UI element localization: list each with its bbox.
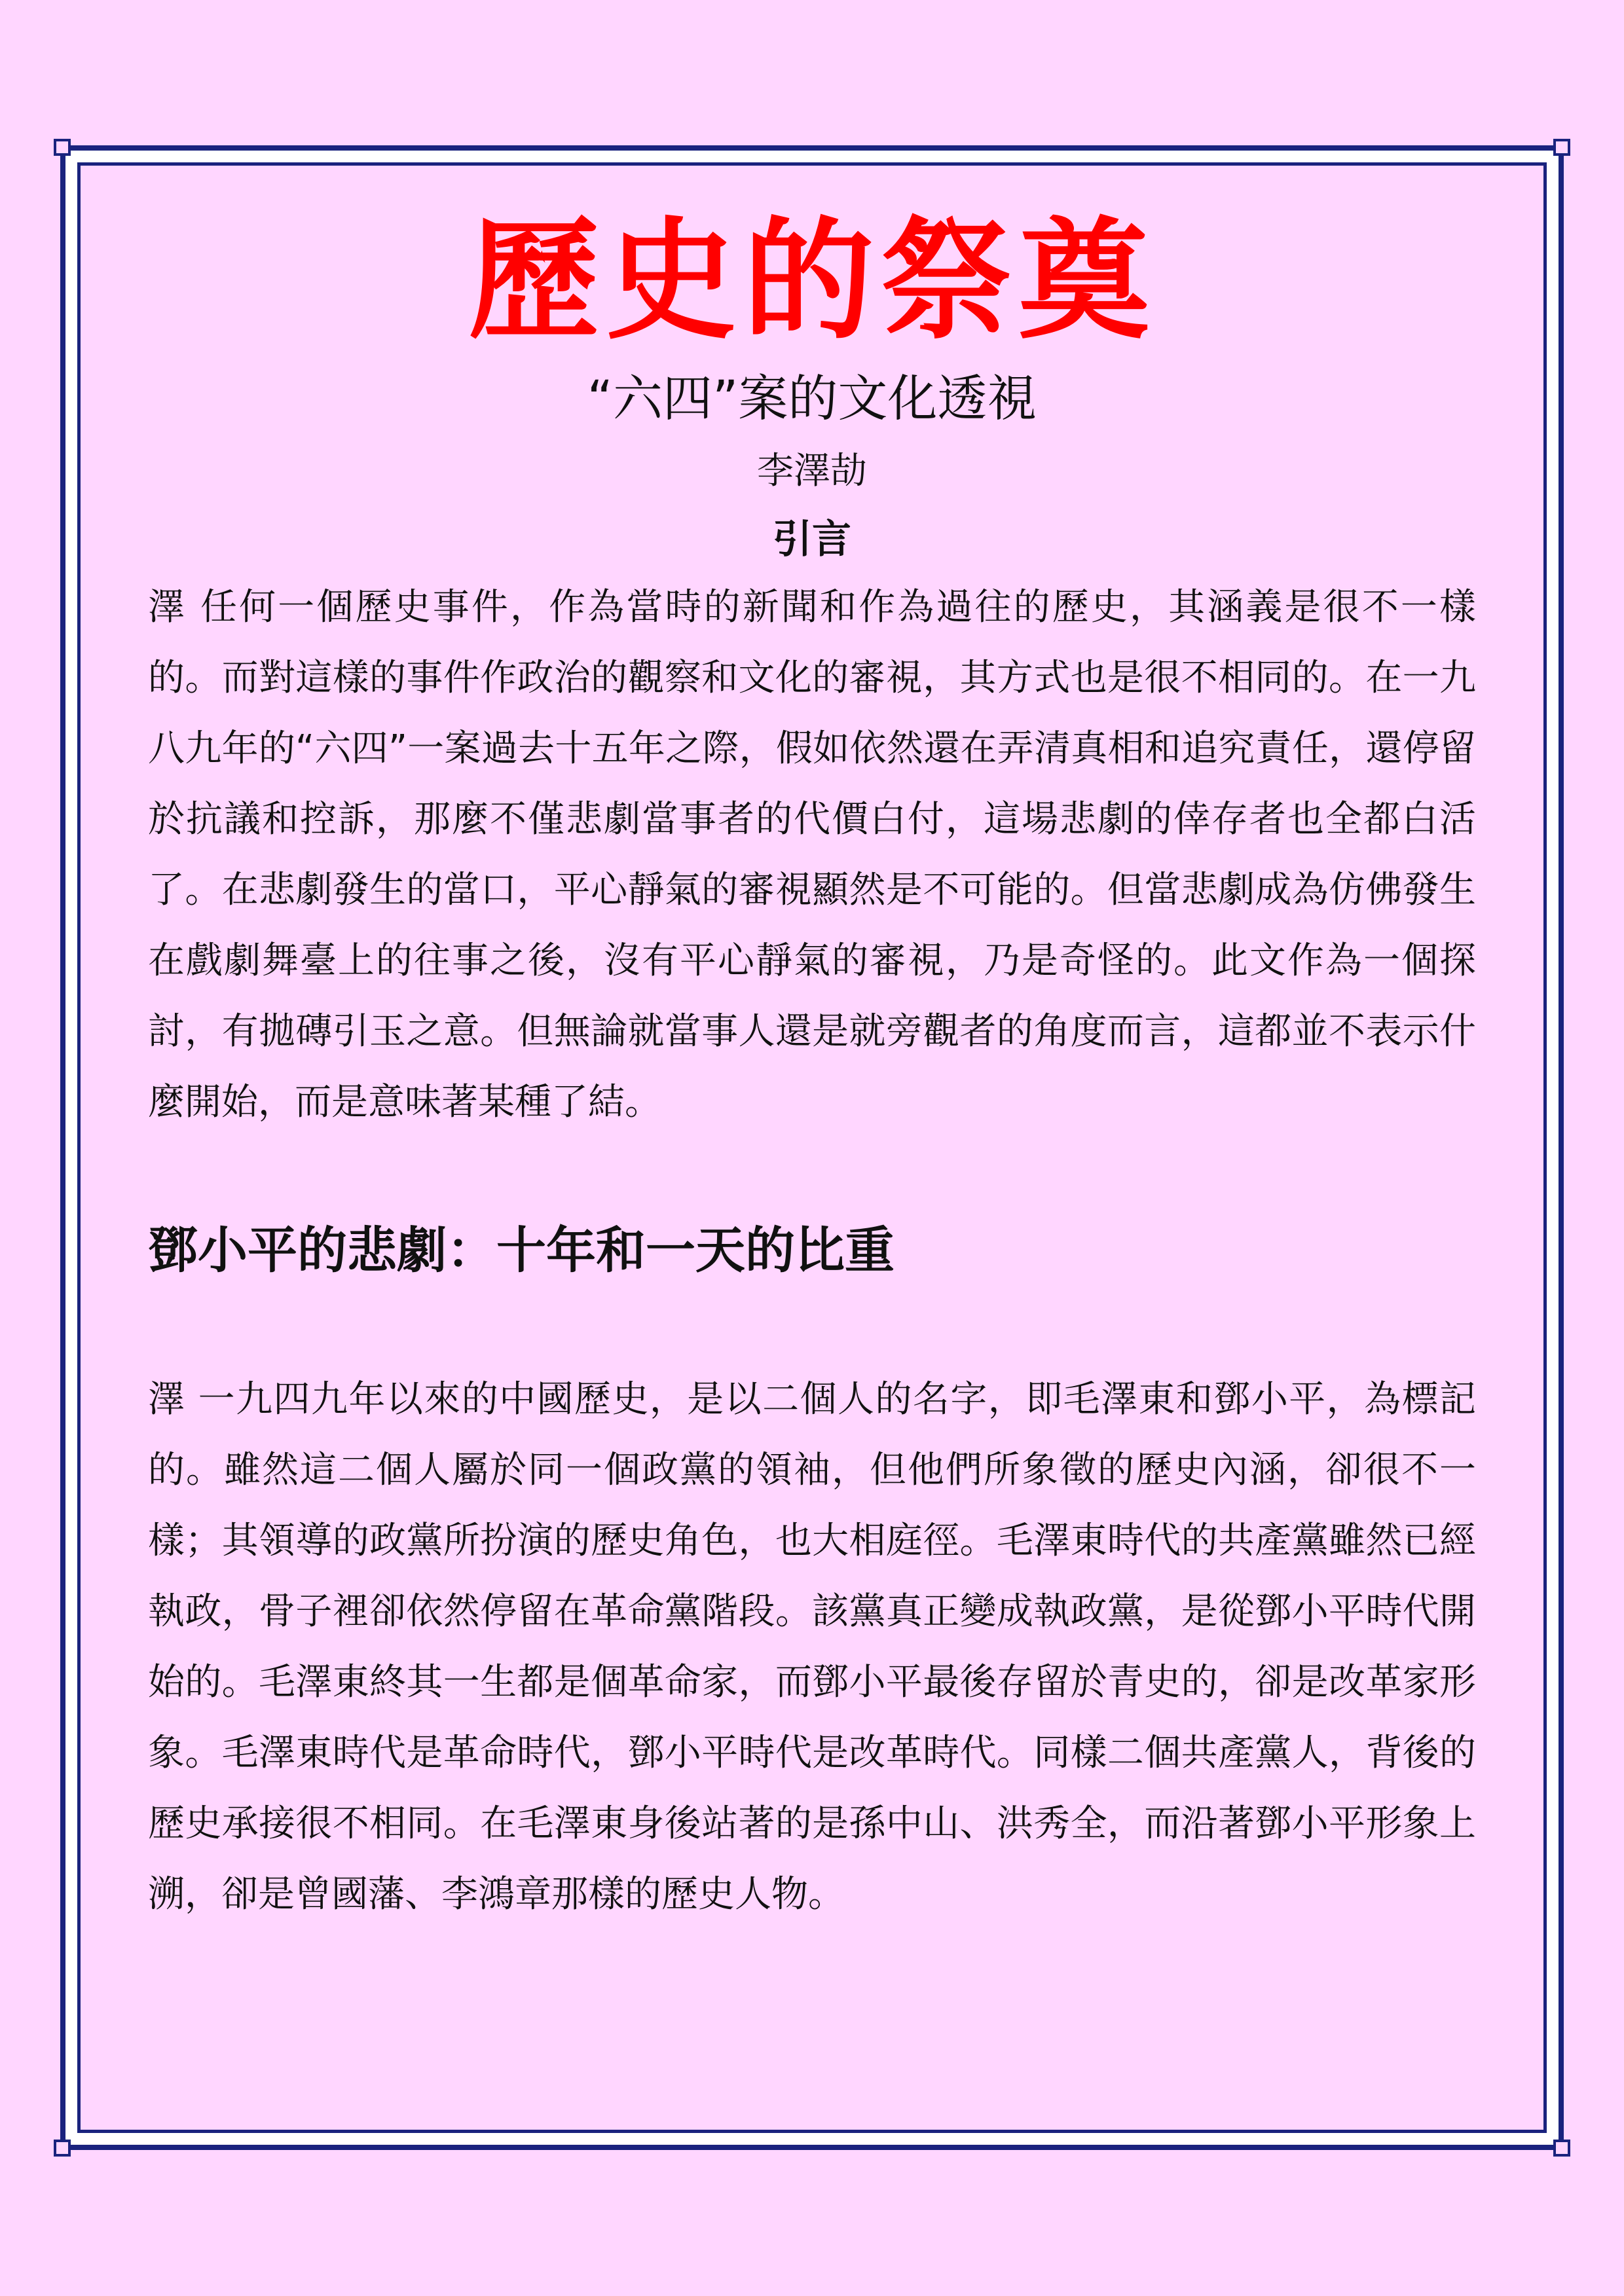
article [148, 203, 1476, 1930]
intro-paragraph: 澤 任何一個歷史事件，作為當時的新聞和作為過往的歷史，其涵義是很不一樣的。而對這樣的事件作政治的觀察和文化的審視，其方式也是很不相同的。在一九八九年的“六四”一案過去十五年之際，假如依然還在弄清真相和追究責任，還停留於抗議和控訴，那麼不僅悲劇當事者的代價白付，這場悲劇的倖存者也全都白活了。在悲劇發生的當口，平心靜氣的審視顯然是不可能的。但當悲劇成為仿佛發生在戲劇舞臺上的往事之後，沒有平心靜氣的審視，乃是奇怪的。此文作為一個探討，有拋磚引玉之意。但無論就當事人還是就旁觀者的角度而言，這都並不表示什麼開始，而是意味著某種了結。 [148, 586, 1476, 1123]
section-paragraph: 澤 一九四九年以來的中國歷史，是以二個人的名字，即毛澤東和鄧小平，為標記的。雖然這二個人屬於同一個政黨的領袖，但他們所象徵的歷史內涵，卻很不一樣；其領導的政黨所扮演的歷史角色，也大相庭徑。毛澤東時代的共產黨雖然已經執政，骨子裡卻依然停留在革命黨階段。該黨真正變成執政黨，是從鄧小平時代開始的。毛澤東終其一生都是個革命家，而鄧小平最後存留於青史的，卻是改革家形象。毛澤東時代是革命時代，鄧小平時代是改革時代。同樣二個共產黨人，背後的歷史承接很不相同。在毛澤東身後站著的是孫中山、洪秀全，而沿著鄧小平形象上溯，卻是曾國藩、李鴻章那樣的歷史人物。 [148, 1378, 1476, 1916]
intro-heading: 引言 [773, 517, 851, 562]
article-author: 李澤劼 [757, 450, 867, 492]
corner-ornament-top-left [54, 139, 71, 156]
article-subtitle: “六四”案的文化透視 [587, 369, 1037, 428]
corner-ornament-bottom-right [1553, 2140, 1570, 2157]
corner-ornament-top-right [1553, 139, 1570, 156]
article-title: 歷史的祭奠 [468, 205, 1156, 357]
section-heading: 鄧小平的悲劇：十年和一天的比重 [148, 1221, 895, 1279]
corner-ornament-bottom-left [54, 2140, 71, 2157]
